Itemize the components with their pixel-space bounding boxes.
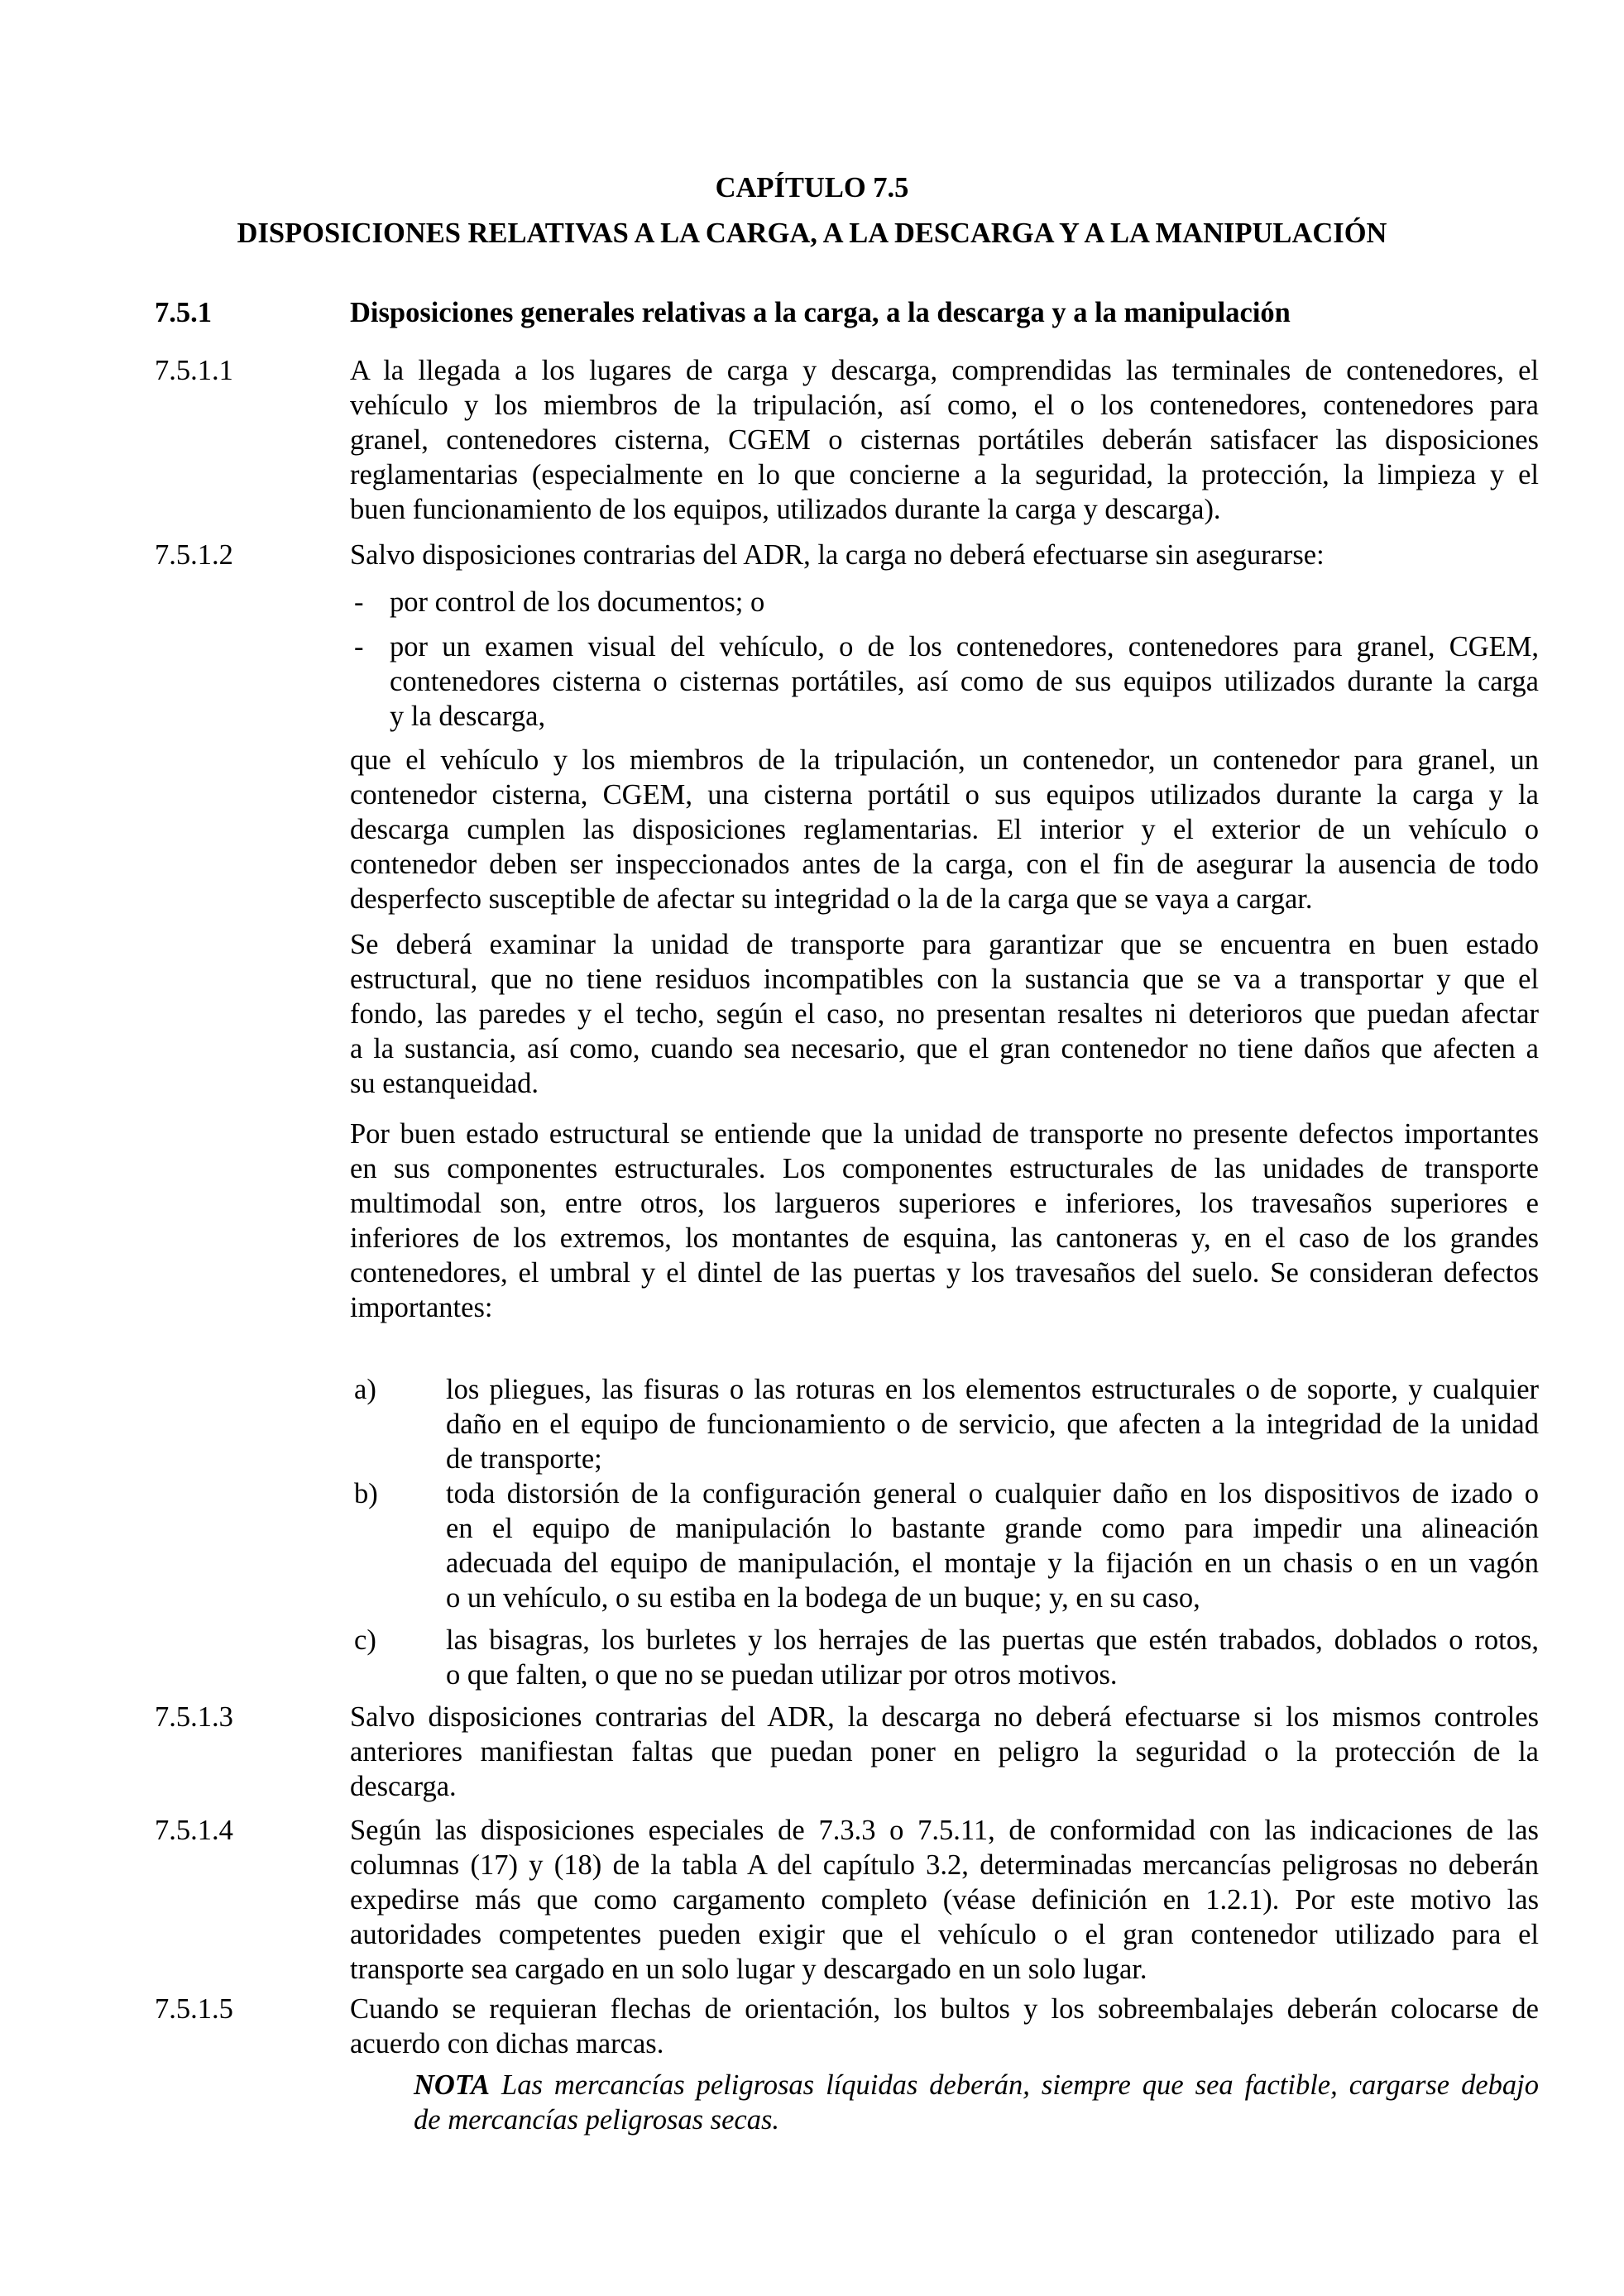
text-line: los pliegues, las fisuras o las roturas en los elementos estructurales o de soporte, y cualquier: [446, 1374, 1539, 1405]
text-line: de transporte;: [446, 1443, 602, 1475]
paragraph-number: 7.5.1.3: [155, 1701, 233, 1733]
text-line: contenedor deben ser inspeccionados antes de la carga, con el fin de asegurar la ausencia de todo: [350, 849, 1539, 880]
text-line: Según las disposiciones especiales de 7.3.3 o 7.5.11, de conformidad con las indicaciones de las: [350, 1815, 1539, 1846]
text-line: toda distorsión de la configuración general o cualquier daño en los dispositivos de izado o: [446, 1478, 1539, 1509]
text-line: fondo, las paredes y el techo, según el caso, no presentan resaltes ni deterioros que puedan afectar: [350, 998, 1539, 1030]
note-label: NOTA: [414, 2069, 491, 2101]
chapter-subtitle: DISPOSICIONES RELATIVAS A LA CARGA, A LA DESCARGA Y A LA MANIPULACIÓN: [237, 218, 1387, 249]
paragraph: [350, 1117, 1539, 1325]
paragraph-number: 7.5.1.1: [155, 355, 233, 386]
text-line: A la llegada a los lugares de carga y descarga, comprendidas las terminales de contenedores, el: [350, 355, 1539, 386]
paragraph-number: 7.5.1.2: [155, 539, 233, 571]
text-line: multimodal son, entre otros, los largueros superiores e inferiores, los travesaños superiores e: [350, 1188, 1539, 1219]
note-line: [414, 2068, 1539, 2102]
text-line: inferiores de los extremos, los montantes de esquina, las cantoneras y, en el caso de los grandes: [350, 1222, 1539, 1254]
text-line: descarga cumplen las disposiciones reglamentarias. El interior y el exterior de un vehículo o: [350, 814, 1539, 845]
text-line: por control de los documentos; o: [390, 586, 765, 618]
text-line: acuerdo con dichas marcas.: [350, 2028, 664, 2059]
text-line: contenedores cisterna o cisternas portátiles, así como de sus equipos utilizados durante la carga: [390, 666, 1539, 697]
text-line: desperfecto susceptible de afectar su integridad o la de la carga que se vaya a cargar.: [350, 883, 1313, 915]
text-line: buen funcionamiento de los equipos, utilizados durante la carga y descarga).: [350, 494, 1221, 525]
text-line: descarga.: [350, 1771, 457, 1802]
list-item: [390, 585, 1539, 619]
text-line: contenedor cisterna, CGEM, una cisterna portátil o sus equipos utilizados durante la carga y la: [350, 779, 1539, 811]
text-line: autoridades competentes pueden exigir que el vehículo o el gran contenedor utilizado para el: [350, 1919, 1539, 1950]
section-number: 7.5.1: [155, 297, 212, 328]
note-line: de mercancías peligrosas secas.: [414, 2104, 780, 2136]
text-line: granel, contenedores cisterna, CGEM o cisternas portátiles deberán satisfacer las disposiciones: [350, 424, 1539, 456]
list-item: [446, 1476, 1539, 1615]
text-line: Se deberá examinar la unidad de transporte para garantizar que se encuentra en buen estado: [350, 929, 1539, 960]
text-line: reglamentarias (especialmente en lo que concierne a la seguridad, la protección, la limpieza y el: [350, 459, 1539, 490]
paragraph-7-5-1-2-intro: [350, 538, 1539, 572]
text-line: anteriores manifiestan faltas que puedan poner en peligro la seguridad o la protección de la: [350, 1736, 1539, 1767]
paragraph-7-5-1-3: [350, 1700, 1539, 1804]
dash-bullet: -: [354, 631, 364, 662]
text-line: por un examen visual del vehículo, o de los contenedores, contenedores para granel, CGEM,: [390, 631, 1539, 662]
text-line: Salvo disposiciones contrarias del ADR, la carga no deberá efectuarse sin asegurarse:: [350, 539, 1325, 571]
text-line: a la sustancia, así como, cuando sea necesario, que el gran contenedor no tiene daños que afecten a: [350, 1033, 1539, 1064]
list-item: [446, 1372, 1539, 1476]
note: [414, 2068, 1539, 2137]
paragraph-7-5-1-4: [350, 1813, 1539, 1987]
text-line: en el equipo de manipulación lo bastante grande como para impedir una alineación: [446, 1513, 1539, 1544]
dash-bullet: -: [354, 586, 364, 618]
text-line: contenedores, el umbral y el dintel de las puertas y los travesaños del suelo. Se consideran defectos: [350, 1257, 1539, 1289]
paragraph: [350, 743, 1539, 916]
paragraph: [350, 927, 1539, 1101]
paragraph-7-5-1-5: [350, 1992, 1539, 2061]
text-line: Salvo disposiciones contrarias del ADR, la descarga no deberá efectuarse si los mismos controles: [350, 1701, 1539, 1733]
text-line: estructural, que no tiene residuos incompatibles con la sustancia que se va a transportar y que el: [350, 964, 1539, 995]
paragraph-number: 7.5.1.4: [155, 1815, 233, 1846]
text-line: importantes:: [350, 1292, 493, 1323]
list-label: b): [354, 1478, 378, 1509]
text-line: expedirse más que como cargamento completo (véase definición en 1.2.1). Por este motivo las: [350, 1884, 1539, 1916]
text-line: vehículo y los miembros de la tripulación, así como, el o los contenedores, contenedores para: [350, 390, 1539, 421]
paragraph-7-5-1-1: [350, 353, 1539, 527]
list-item: [446, 1623, 1539, 1692]
text-line: las bisagras, los burletes y los herrajes de las puertas que estén trabados, doblados o rotos,: [446, 1624, 1539, 1656]
list-label: a): [354, 1374, 376, 1405]
list-label: c): [354, 1624, 376, 1656]
paragraph-number: 7.5.1.5: [155, 1993, 233, 2025]
section-title: Disposiciones generales relativas a la carga, a la descarga y a la manipulación: [350, 297, 1291, 328]
text-line: o un vehículo, o su estiba en la bodega de un buque; y, en su caso,: [446, 1582, 1200, 1614]
text-line: en sus componentes estructurales. Los componentes estructurales de las unidades de transporte: [350, 1153, 1539, 1184]
text-line: daño en el equipo de funcionamiento o de servicio, que afecten a la integridad de la unidad: [446, 1409, 1539, 1440]
note-text: Las mercancías peligrosas líquidas deberán, siempre que sea factible, cargarse debajo: [490, 2069, 1539, 2101]
text-line: su estanqueidad.: [350, 1068, 539, 1099]
text-line: que el vehículo y los miembros de la tripulación, un contenedor, un contenedor para granel, un: [350, 744, 1539, 776]
list-item: [390, 629, 1539, 734]
text-line: y la descarga,: [390, 701, 546, 732]
text-line: adecuada del equipo de manipulación, el montaje y la fijación en un chasis o en un vagón: [446, 1547, 1539, 1579]
text-line: Cuando se requieran flechas de orientación, los bultos y los sobreembalajes deberán colocarse de: [350, 1993, 1539, 2025]
text-line: o que falten, o que no se puedan utilizar por otros motivos.: [446, 1659, 1118, 1691]
text-line: transporte sea cargado en un solo lugar y descargado en un solo lugar.: [350, 1954, 1147, 1985]
text-line: columnas (17) y (18) de la tabla A del capítulo 3.2, determinadas mercancías peligrosas no deberán: [350, 1849, 1539, 1881]
text-line: Por buen estado estructural se entiende que la unidad de transporte no presente defectos importantes: [350, 1118, 1539, 1150]
chapter-title: CAPÍTULO 7.5: [715, 172, 909, 203]
